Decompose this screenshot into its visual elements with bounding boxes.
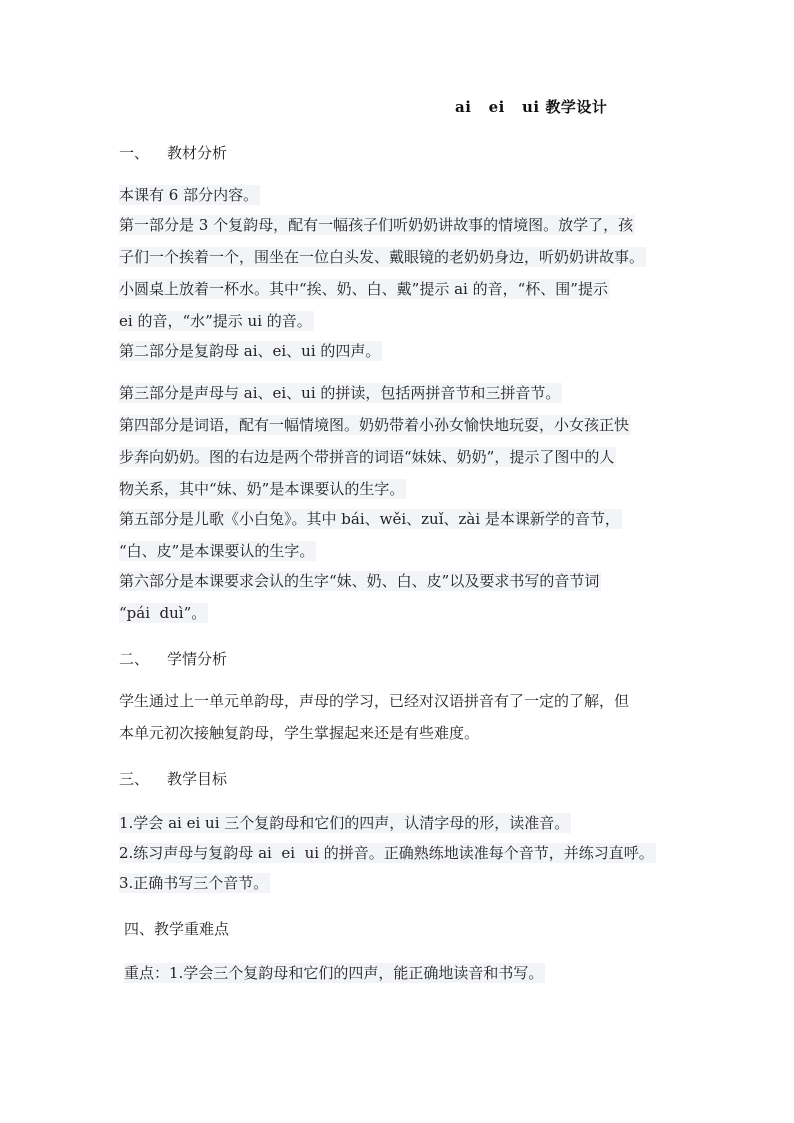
paragraph-line: 本课有 6 部分内容。 xyxy=(119,186,259,204)
section-heading-materials xyxy=(119,142,227,164)
paragraph-line: 物关系，其中“妹、奶”是本课要认的生字。 xyxy=(119,480,405,498)
paragraph-line: 3.正确书写三个音节。 xyxy=(119,874,269,892)
paragraph-line: 第五部分是儿歌《小白兔》。其中 bái、wěi、zuǐ、zài 是本课新学的音节， xyxy=(119,510,620,528)
section-number: 三、 xyxy=(119,770,150,788)
paragraph-line: 第四部分是词语，配有一幅情境图。奶奶带着小孙女愉快地玩耍，小女孩正快 xyxy=(119,416,630,434)
paragraph-line: 第三部分是声母与 ai、ei、ui 的拼读，包括两拼音节和三拼音节。 xyxy=(119,384,561,402)
section-label: 学情分析 xyxy=(167,650,228,668)
document-title: ai ei ui 教学设计 xyxy=(455,98,608,116)
section-label: 教材分析 xyxy=(167,144,228,162)
paragraph-line: 步奔向奶奶。图的右边是两个带拼音的词语“妹妹、奶奶”，提示了图中的人 xyxy=(119,448,615,466)
section-number: 二、 xyxy=(119,650,150,668)
paragraph-line: ei 的音，“水”提示 ui 的音。 xyxy=(119,312,312,330)
section-label: 教学目标 xyxy=(167,770,228,788)
paragraph-line: 小圆桌上放着一杯水。其中“挨、奶、白、戴”提示 ai 的音，“杯、围”提示 xyxy=(119,280,608,298)
section-heading-objectives xyxy=(119,768,227,790)
paragraph-line: 第一部分是 3 个复韵母，配有一幅孩子们听奶奶讲故事的情境图。放学了，孩 xyxy=(119,216,634,234)
paragraph-line: 2.练习声母与复韵母 ai ei ui 的拼音。正确熟练地读准每个音节，并练习直呼。 xyxy=(119,844,654,862)
paragraph-line: “白、皮”是本课要认的生字。 xyxy=(119,542,315,560)
paragraph-line: 子们一个挨着一个，围坐在一位白头发、戴眼镜的老奶奶身边，听奶奶讲故事。 xyxy=(119,248,645,266)
paragraph-line: “pái duì”。 xyxy=(119,604,207,622)
section-number: 一、 xyxy=(119,144,150,162)
paragraph-line: 本单元初次接触复韵母，学生掌握起来还是有些难度。 xyxy=(119,724,480,742)
paragraph-line: 学生通过上一单元单韵母，声母的学习，已经对汉语拼音有了一定的了解，但 xyxy=(119,692,630,710)
paragraph-line: 重点：1.学会三个复韵母和它们的四声，能正确地读音和书写。 xyxy=(124,964,544,982)
paragraph-line: 第二部分是复韵母 ai、ei、ui 的四声。 xyxy=(119,342,381,360)
paragraph-line: 1.学会 ai ei ui 三个复韵母和它们的四声，认清字母的形，读准音。 xyxy=(119,814,570,832)
section-heading-key-points: 四、教学重难点 xyxy=(124,920,230,938)
paragraph-line: 第六部分是本课要求会认的生字“妹、奶、白、皮”以及要求书写的音节词 xyxy=(119,572,600,590)
section-heading-learner-analysis xyxy=(119,648,227,670)
